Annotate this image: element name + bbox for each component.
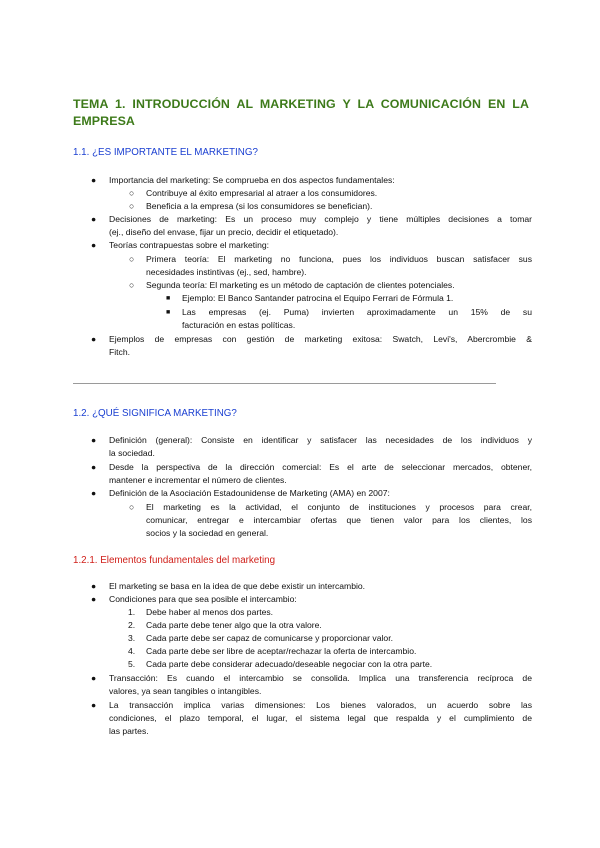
list-item: Contribuye al éxito empresarial al atraer a los consumidores. [146,188,378,198]
list-item: Beneficia a la empresa (si los consumidores se benefician). [146,201,373,211]
section-heading-1-2: 1.2. ¿QUÉ SIGNIFICA MARKETING? [73,408,237,419]
list-item: necesidades instintivas (ej., sed, hambre). [146,267,307,277]
bullet-square: ■ [166,295,171,302]
bullet-dot: ● [91,240,97,250]
list-item: El marketing es la actividad, el conjunto de instituciones y procesos para crear, [146,502,532,512]
list-number: 4. [128,646,136,656]
list-item: mantener e incrementar el número de clientes. [109,475,287,485]
list-item: Fitch. [109,347,131,357]
bullet-dot: ● [91,581,97,591]
bullet-circle: ○ [129,254,135,264]
list-item: socios y la sociedad en general. [146,528,269,538]
bullet-circle: ○ [129,280,135,290]
bullet-dot: ● [91,214,97,224]
list-item: Cada parte debe considerar adecuado/deseable negociar con la otra parte. [146,659,433,669]
list-item: Desde la perspectiva de la dirección comercial: Es el arte de seleccionar mercados, obtener, [109,462,532,472]
list-number: 3. [128,633,136,643]
list-number: 5. [128,659,136,669]
bullet-dot: ● [91,175,97,185]
list-item: condiciones, el plazo temporal, el lugar, el sistema legal que respalda y el cumplimiento de [109,713,532,723]
list-item: la sociedad. [109,448,155,458]
list-item: Definición (general): Consiste en identificar y satisfacer las necesidades de los individuos y [109,435,532,445]
list-item: Cada parte debe ser libre de aceptar/rechazar la oferta de intercambio. [146,646,417,656]
list-item: Decisiones de marketing: Es un proceso muy complejo y tiene múltiples decisiones a tomar [109,214,532,224]
list-item: Cada parte debe tener algo que la otra valore. [146,620,322,630]
list-item: Segunda teoría: El marketing es un método de captación de clientes potenciales. [146,280,455,290]
list-item: Las empresas (ej. Puma) invierten aproximadamente un 15% de su [182,307,532,317]
bullet-square: ■ [166,309,171,316]
bullet-circle: ○ [129,201,135,211]
list-item: Teorías contrapuestas sobre el marketing: [109,240,270,250]
list-item: Definición de la Asociación Estadounidense de Marketing (AMA) en 2007: [109,488,390,498]
bullet-dot: ● [91,594,97,604]
list-item: El marketing se basa en la idea de que debe existir un intercambio. [109,581,366,591]
bullet-dot: ● [91,700,97,710]
bullet-dot: ● [91,334,97,344]
bullet-dot: ● [91,435,97,445]
list-item: (ej., diseño del envase, fijar un precio, decidir el etiquetado). [109,227,339,237]
bullet-circle: ○ [129,188,135,198]
list-item: Cada parte debe ser capaz de comunicarse y proporcionar valor. [146,633,393,643]
bullet-dot: ● [91,488,97,498]
list-number: 2. [128,620,136,630]
list-item: valores, ya sean tangibles o intangibles. [109,686,262,696]
list-item: Ejemplos de empresas con gestión de marketing exitosa: Swatch, Levi's, Abercrombie & [109,334,532,344]
bullet-dot: ● [91,673,97,683]
list-item: Transacción: Es cuando el intercambio se consolida. Implica una transferencia recíproca de [109,673,532,683]
page-title: TEMA 1. INTRODUCCIÓN AL MARKETING Y LA COMUNICACIÓN EN LA EMPRESA [73,97,529,128]
list-item: comunicar, entregar e intercambiar ofertas que tienen valor para los clientes, los [146,515,532,525]
section-heading-1-2-1: 1.2.1. Elementos fundamentales del marketing [73,555,276,566]
list-item: Ejemplo: El Banco Santander patrocina el Equipo Ferrari de Fórmula 1. [182,293,454,303]
bullet-dot: ● [91,462,97,472]
list-item: La transacción implica varias dimensiones: Los bienes valorados, un acuerdo sobre las [109,700,532,710]
list-number: 1. [128,607,136,617]
horizontal-divider [73,383,496,384]
list-item: Importancia del marketing: Se comprueba en dos aspectos fundamentales: [109,175,395,185]
list-item: Condiciones para que sea posible el intercambio: [109,594,297,604]
list-item: Primera teoría: El marketing no funciona, pues los individuos buscan satisfacer sus [146,254,532,264]
section-heading-1-1: 1.1. ¿ES IMPORTANTE EL MARKETING? [73,147,258,158]
list-item: facturación en estas políticas. [182,320,296,330]
list-item: las partes. [109,726,149,736]
list-item: Debe haber al menos dos partes. [146,607,274,617]
bullet-circle: ○ [129,502,135,512]
